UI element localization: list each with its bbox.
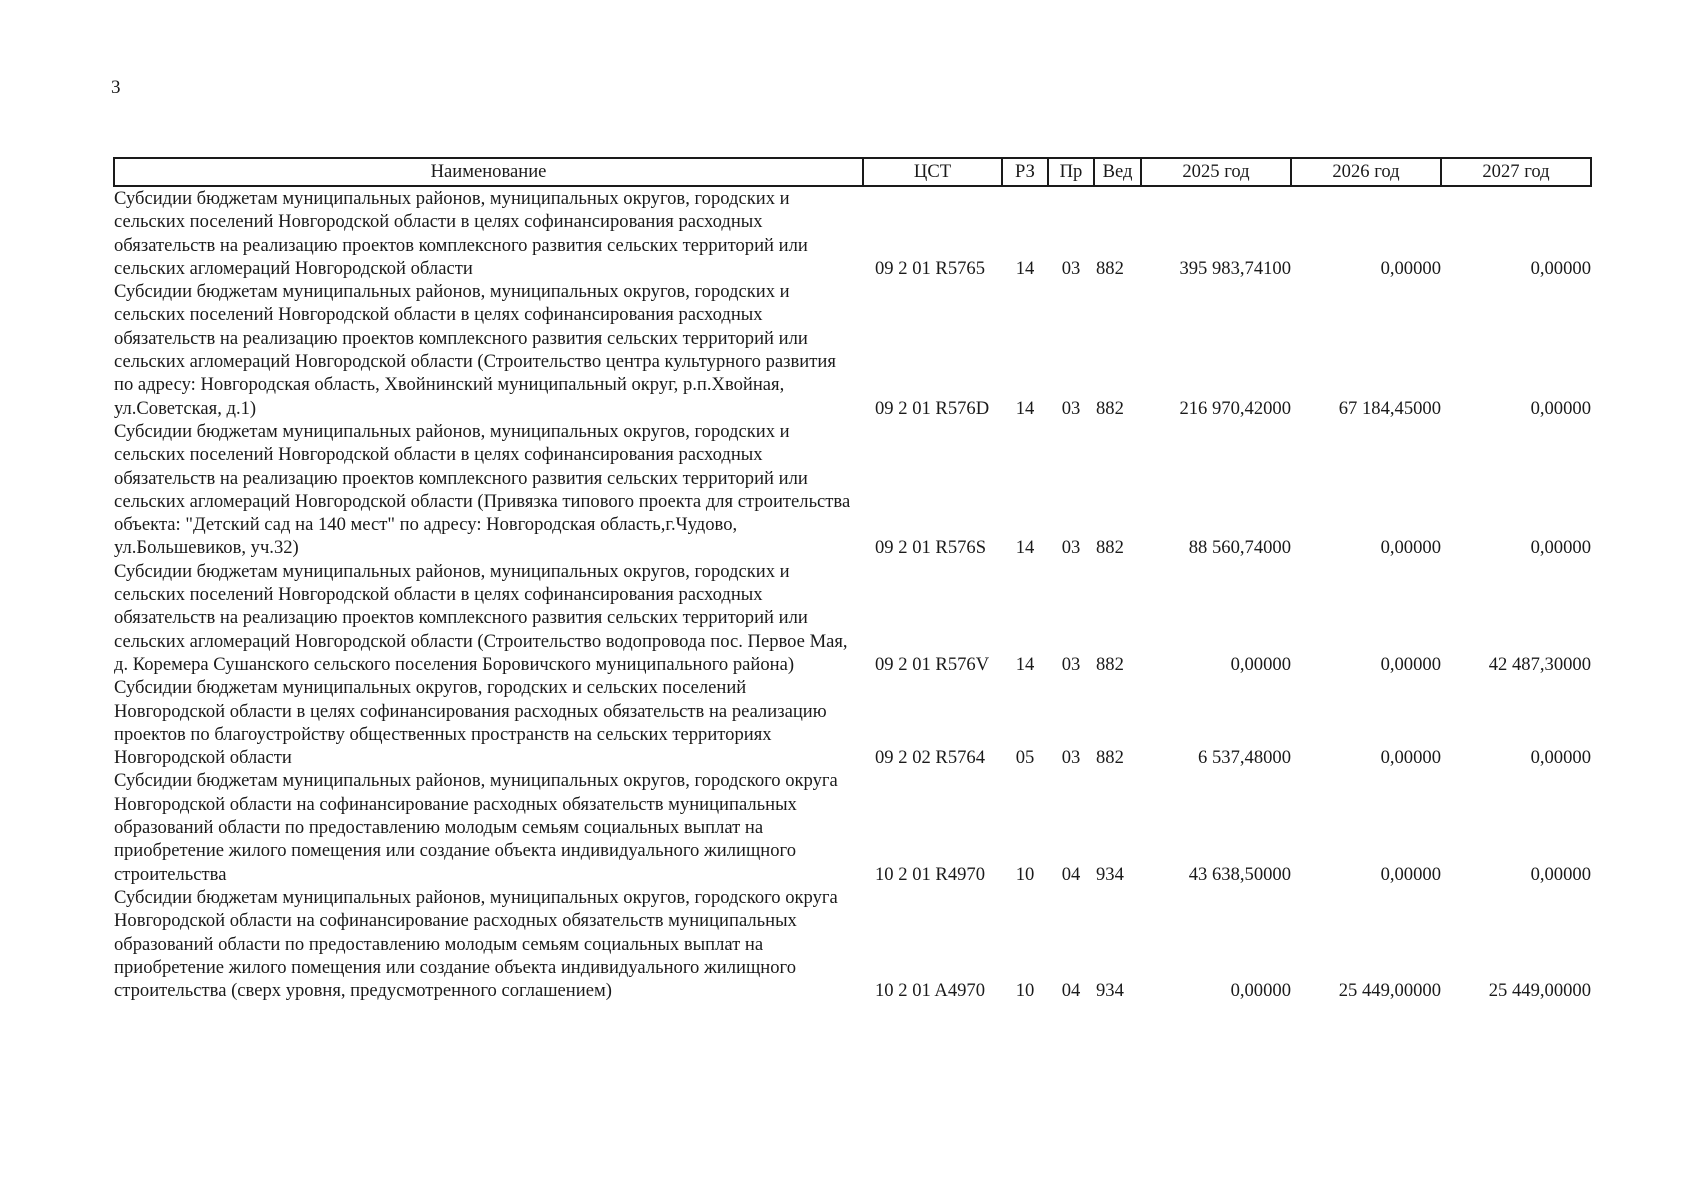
row-ved: 882: [1096, 397, 1124, 419]
row-pr: 04: [1061, 863, 1081, 885]
row-2026: 0,00000: [1380, 537, 1441, 559]
row-cst: 09 2 01 R5765: [875, 257, 986, 279]
row-cst: 10 2 01 A4970: [875, 980, 986, 1002]
row-2026: 0,00000: [1380, 747, 1441, 769]
row-name: Субсидии бюджетам муниципальных районов, муниципальных округов, городских и сельских поселений Новгородской области в целях софинансирования расходных обязательств на реализацию проектов комплексного развития сельских территорий или сельских агломераций Новгородской области (Привязка типового проекта для строительства объекта: "Детский сад на 140 мест" по адресу: Новгородская область,г.Чудово, ул.Большевиков, уч.32): [114, 420, 851, 559]
row-2025: 395 983,74100: [1179, 257, 1291, 279]
row-2026: 25 449,00000: [1338, 980, 1441, 1002]
row-2027: 25 449,00000: [1488, 980, 1591, 1002]
row-pr: 03: [1061, 397, 1081, 419]
page-number: 3: [111, 77, 121, 98]
row-2026: 0,00000: [1380, 863, 1441, 885]
row-cst: 10 2 01 R4970: [875, 863, 986, 885]
header-2025: 2025 год: [1141, 158, 1291, 186]
row-2027: 0,00000: [1530, 397, 1591, 419]
row-rz: 10: [1015, 863, 1035, 885]
header-ved: Вед: [1094, 158, 1141, 186]
row-2027: 0,00000: [1530, 747, 1591, 769]
row-2026: 67 184,45000: [1338, 397, 1441, 419]
row-cst: 09 2 02 R5764: [875, 747, 986, 769]
row-cst: 09 2 01 R576S: [875, 537, 987, 559]
row-2025: 88 560,74000: [1188, 537, 1291, 559]
header-2026: 2026 год: [1291, 158, 1441, 186]
row-2026: 0,00000: [1380, 653, 1441, 675]
header-rz: РЗ: [1002, 158, 1048, 186]
row-rz: 14: [1015, 537, 1035, 559]
table-row: [114, 560, 1591, 676]
row-2025: 0,00000: [1230, 653, 1291, 675]
row-name: Субсидии бюджетам муниципальных районов, муниципальных округов, городских и сельских поселений Новгородской области в целях софинансирования расходных обязательств на реализацию проектов комплексного развития сельских территорий или сельских агломераций Новгородской области (Строительство водопровода пос. Первое Мая, д. Коремера Сушанского сельского поселения Боровичского муниципального района): [114, 560, 848, 675]
row-cst: 09 2 01 R576D: [875, 397, 990, 419]
row-ved: 934: [1096, 980, 1124, 1002]
budget-table: [113, 157, 1592, 1002]
row-name: Субсидии бюджетам муниципальных районов, муниципальных округов, городских и сельских поселений Новгородской области в целях софинансирования расходных обязательств на реализацию проектов комплексного развития сельских территорий или сельских агломераций Новгородской области (Строительство центра культурного развития по адресу: Новгородская область, Хвойнинский муниципальный округ, р.п.Хвойная, ул.Советская, д.1): [114, 281, 836, 419]
table-row: [114, 676, 1591, 769]
row-2027: 0,00000: [1530, 537, 1591, 559]
row-name: Субсидии бюджетам муниципальных районов, муниципальных округов, городского округа Новгородской области на софинансирование расходных обязательств муниципальных образований области по предоставлению молодым семьям социальных выплат на приобретение жилого помещения или создание объекта индивидуального жилищного строительства: [114, 770, 838, 885]
table-row: [114, 280, 1591, 420]
row-name: Субсидии бюджетам муниципальных округов, городских и сельских поселений Новгородской области в целях софинансирования расходных обязательств на реализацию проектов по благоустройству общественных пространств на сельских территориях Новгородской области: [114, 677, 827, 769]
row-2027: 0,00000: [1530, 257, 1591, 279]
row-ved: 882: [1096, 747, 1124, 769]
header-pr: Пр: [1048, 158, 1094, 186]
row-pr: 03: [1061, 537, 1081, 559]
row-2025: 216 970,42000: [1179, 397, 1291, 419]
row-2025: 43 638,50000: [1188, 863, 1291, 885]
row-ved: 882: [1096, 257, 1124, 279]
row-pr: 04: [1061, 980, 1081, 1002]
table-row: [114, 186, 1591, 280]
row-rz: 10: [1015, 980, 1035, 1002]
row-rz: 05: [1015, 747, 1035, 769]
row-cst: 09 2 01 R576V: [875, 653, 990, 675]
row-2025: 6 537,48000: [1198, 747, 1291, 769]
table-row: [114, 769, 1591, 885]
header-name: Наименование: [114, 158, 863, 186]
row-pr: 03: [1061, 653, 1081, 675]
header-cst: ЦСТ: [863, 158, 1002, 186]
table-row: [114, 886, 1591, 1002]
header-2027: 2027 год: [1441, 158, 1591, 186]
row-rz: 14: [1015, 653, 1035, 675]
row-pr: 03: [1061, 257, 1081, 279]
row-2025: 0,00000: [1230, 980, 1291, 1002]
row-rz: 14: [1015, 257, 1035, 279]
row-name: Субсидии бюджетам муниципальных районов, муниципальных округов, городских и сельских поселений Новгородской области в целях софинансирования расходных обязательств на реализацию проектов комплексного развития сельских территорий или сельских агломераций Новгородской области: [114, 188, 808, 279]
row-pr: 03: [1061, 747, 1081, 769]
row-2027: 42 487,30000: [1488, 653, 1591, 675]
row-rz: 14: [1015, 397, 1035, 419]
row-ved: 934: [1096, 863, 1124, 885]
row-2026: 0,00000: [1380, 257, 1441, 279]
header-row: [114, 158, 1591, 186]
row-ved: 882: [1096, 537, 1124, 559]
table-row: [114, 420, 1591, 560]
row-ved: 882: [1096, 653, 1124, 675]
row-2027: 0,00000: [1530, 863, 1591, 885]
row-name: Субсидии бюджетам муниципальных районов, муниципальных округов, городского округа Новгородской области на софинансирование расходных обязательств муниципальных образований области по предоставлению молодым семьям социальных выплат на приобретение жилого помещения или создание объекта индивидуального жилищного строительства (сверх уровня, предусмотренного соглашением): [114, 886, 838, 1002]
